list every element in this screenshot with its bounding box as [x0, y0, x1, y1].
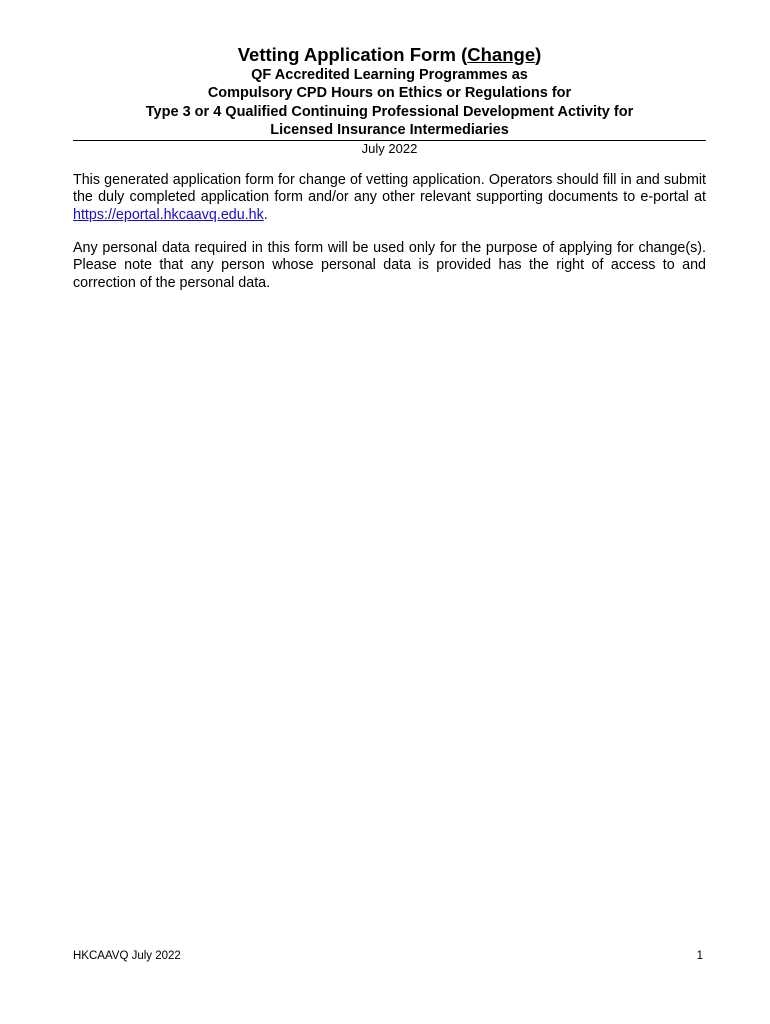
subtitle-line-2: Compulsory CPD Hours on Ethics or Regulations for: [207, 85, 572, 102]
intro-text: This generated application form for change of vetting application. Operators should fill in and submit the duly completed application form and/or any other relevant supporting documents to e-portal at: [73, 172, 706, 206]
intro-text-end: .: [263, 206, 268, 223]
eportal-link[interactable]: https://eportal.hkcaavq.edu.hk: [73, 206, 264, 223]
document-header: [73, 44, 706, 139]
subtitle-line-1: QF Accredited Learning Programmes as: [251, 67, 528, 83]
title-prefix: Vetting Application Form (: [237, 44, 468, 65]
page-title: [73, 44, 706, 66]
subtitle-line-4: Licensed Insurance Intermediaries: [270, 121, 509, 138]
privacy-paragraph: Any personal data required in this form will be used only for the purpose of applying for change(s). Please note that any person whose personal data is provided has the right of access to and correction of the personal data.: [73, 240, 706, 291]
subtitle-line-3: Type 3 or 4 Qualified Continuing Professional Development Activity for: [145, 103, 634, 120]
footer-label: HKCAAVQ July 2022: [73, 950, 181, 962]
title-suffix: ): [535, 44, 542, 65]
document-date: July 2022: [361, 141, 418, 156]
page-number: 1: [696, 950, 703, 962]
title-emphasis: Change: [467, 44, 536, 65]
intro-paragraph: [73, 172, 706, 224]
